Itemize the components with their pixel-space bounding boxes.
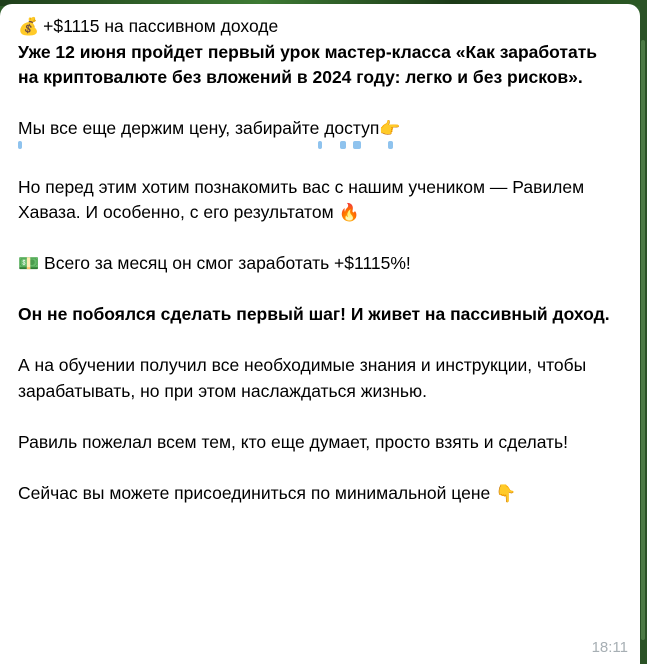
intro-line-text: Но перед этим хотим познакомить вас с нашим учеником — Равилем Хаваза. И особенно, с его результатом [18,176,585,222]
join-line [18,481,614,507]
pointing-right-icon: 👉 [379,119,401,138]
message-time: 18:11 [591,638,628,656]
price-line-text: Мы все еще держим цену, забирайте доступ [18,118,380,138]
scrollbar-thumb[interactable] [641,40,645,640]
money-bag-icon: 💰 [18,17,40,36]
dollar-banknote-icon: 💵 [18,254,40,273]
chat-scrollbar[interactable] [640,0,647,664]
wish-line: Равиль пожелал всем тем, кто еще думает, просто взять и сделать! [18,431,569,452]
pointing-down-icon: 👇 [495,483,517,503]
bold-line: Он не побоялся сделать первый шаг! И живет на пассивный доход. [18,304,610,324]
message-title-text: +$1115 на пассивном доходе [43,16,279,36]
fire-icon: 🔥 [338,203,360,222]
message-bubble[interactable] [0,4,640,664]
result-line-text: Всего за месяц он смог заработать +$1115%! [44,253,411,273]
message-title [18,14,614,40]
result-line [18,251,614,277]
headline-text: Уже 12 июня пройдет первый урок мастер-класса «Как заработать на криптовалюте без вложений в 2024 году: легко и без рисков». [18,41,598,87]
intro-line [18,175,614,226]
hidden-link[interactable] [18,139,614,153]
join-line-text: Сейчас вы можете присоединиться по минимальной цене [18,482,491,503]
learning-line: А на обучении получил все необходимые знания и инструкции, чтобы зарабатывать, но при этом наслаждаться жизнью. [18,355,587,401]
